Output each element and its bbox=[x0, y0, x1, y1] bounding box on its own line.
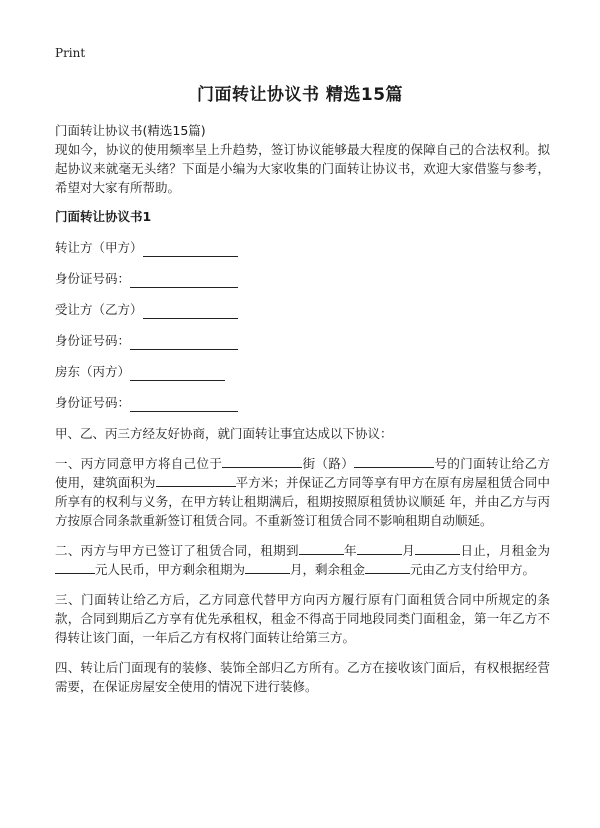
rent-blank bbox=[55, 560, 95, 574]
section-heading: 门面转让协议书1 bbox=[55, 209, 152, 224]
intro-paragraph: 现如今，协议的使用频率呈上升趋势，签订协议能够最大程度的保障自己的合法权利。拟起协议来就毫无头绪？下面是小编为大家收集的门面转让协议书，欢迎大家借鉴与参考，希望对大家有所帮助。 bbox=[55, 142, 550, 195]
clause-2-part-f: 月，剩余租金 bbox=[290, 562, 366, 577]
clause-2-part-g: 元由乙方支付给甲方。 bbox=[410, 562, 536, 577]
transferor-blank bbox=[143, 242, 238, 257]
street-blank bbox=[222, 454, 302, 468]
transferor-label: 转让方（甲方） bbox=[55, 240, 143, 255]
document-subtitle: 门面转让协议书(精选15篇) bbox=[55, 123, 206, 138]
id-blank-3 bbox=[130, 397, 238, 412]
agreement-intro: 甲、乙、丙三方经友好协商，就门面转让事宜达成以下协议： bbox=[55, 426, 393, 441]
id-blank-1 bbox=[130, 273, 238, 288]
clause-3: 三、门面转让给乙方后，乙方同意代替甲方向丙方履行原有门面租赁合同中所规定的条款，合同到期后乙方享有优先承租权，租金不得高于同地段同类门面租金，第一年乙方不得转让该门面，一年后乙方有权将门面转让给第三方。 bbox=[55, 592, 550, 645]
clause-1 bbox=[55, 454, 550, 530]
clause-1-part-a: 一、丙方同意甲方将自己位于 bbox=[55, 456, 223, 471]
clause-2-part-b: 年 bbox=[343, 543, 357, 558]
id-label-1: 身份证号码： bbox=[55, 271, 131, 286]
clause-2-part-d: 日止，月租金为 bbox=[460, 543, 550, 558]
area-blank bbox=[156, 473, 236, 487]
transferee-label: 受让方（乙方） bbox=[55, 302, 143, 317]
landlord-field bbox=[55, 362, 550, 381]
landlord-blank bbox=[130, 366, 225, 381]
clause-2-part-e: 元人民币，甲方剩余租期为 bbox=[95, 562, 246, 577]
clause-1-part-c: 号的门面转让给乙方使用，建筑面积为 bbox=[55, 456, 550, 490]
day-blank bbox=[415, 541, 460, 555]
id-field-1 bbox=[55, 269, 550, 288]
clause-1-part-b: 街（路） bbox=[302, 456, 355, 471]
page-title: 门面转让协议书 精选15篇 bbox=[196, 85, 404, 105]
remaining-rent-blank bbox=[365, 560, 410, 574]
clause-2-part-a: 二、丙方与甲方已签订了租赁合同，租期到 bbox=[55, 543, 299, 558]
transferor-field bbox=[55, 238, 550, 257]
month-blank bbox=[357, 541, 402, 555]
document-body bbox=[55, 121, 550, 707]
year-blank bbox=[299, 541, 344, 555]
clause-2 bbox=[55, 541, 550, 579]
id-label-2: 身份证号码： bbox=[55, 333, 131, 348]
id-label-3: 身份证号码： bbox=[55, 395, 131, 410]
id-field-2 bbox=[55, 331, 550, 350]
remaining-term-blank bbox=[245, 560, 290, 574]
id-blank-2 bbox=[130, 335, 238, 350]
landlord-label: 房东（丙方） bbox=[55, 364, 131, 379]
clause-2-part-c: 月 bbox=[401, 543, 416, 558]
clause-4: 四、转让后门面现有的装修、装饰全部归乙方所有。乙方在接收该门面后，有权根据经营需要，在保证房屋安全使用的情况下进行装修。 bbox=[55, 660, 550, 694]
transferee-blank bbox=[143, 304, 238, 319]
transferee-field bbox=[55, 300, 550, 319]
clause-1-part-d: 平方米；并保证乙方同等享有甲方在原有房屋租赁合同中所享有的权利与义务，在甲方转让租期满后，租期按照原租赁协议顺延 年，并由乙方与丙方按原合同条款重新签订租赁合同。不重新签订租赁合同不影响租期自动顺延。 bbox=[55, 475, 550, 528]
id-field-3 bbox=[55, 393, 550, 412]
print-link[interactable]: Print bbox=[55, 46, 86, 60]
number-blank bbox=[354, 454, 434, 468]
